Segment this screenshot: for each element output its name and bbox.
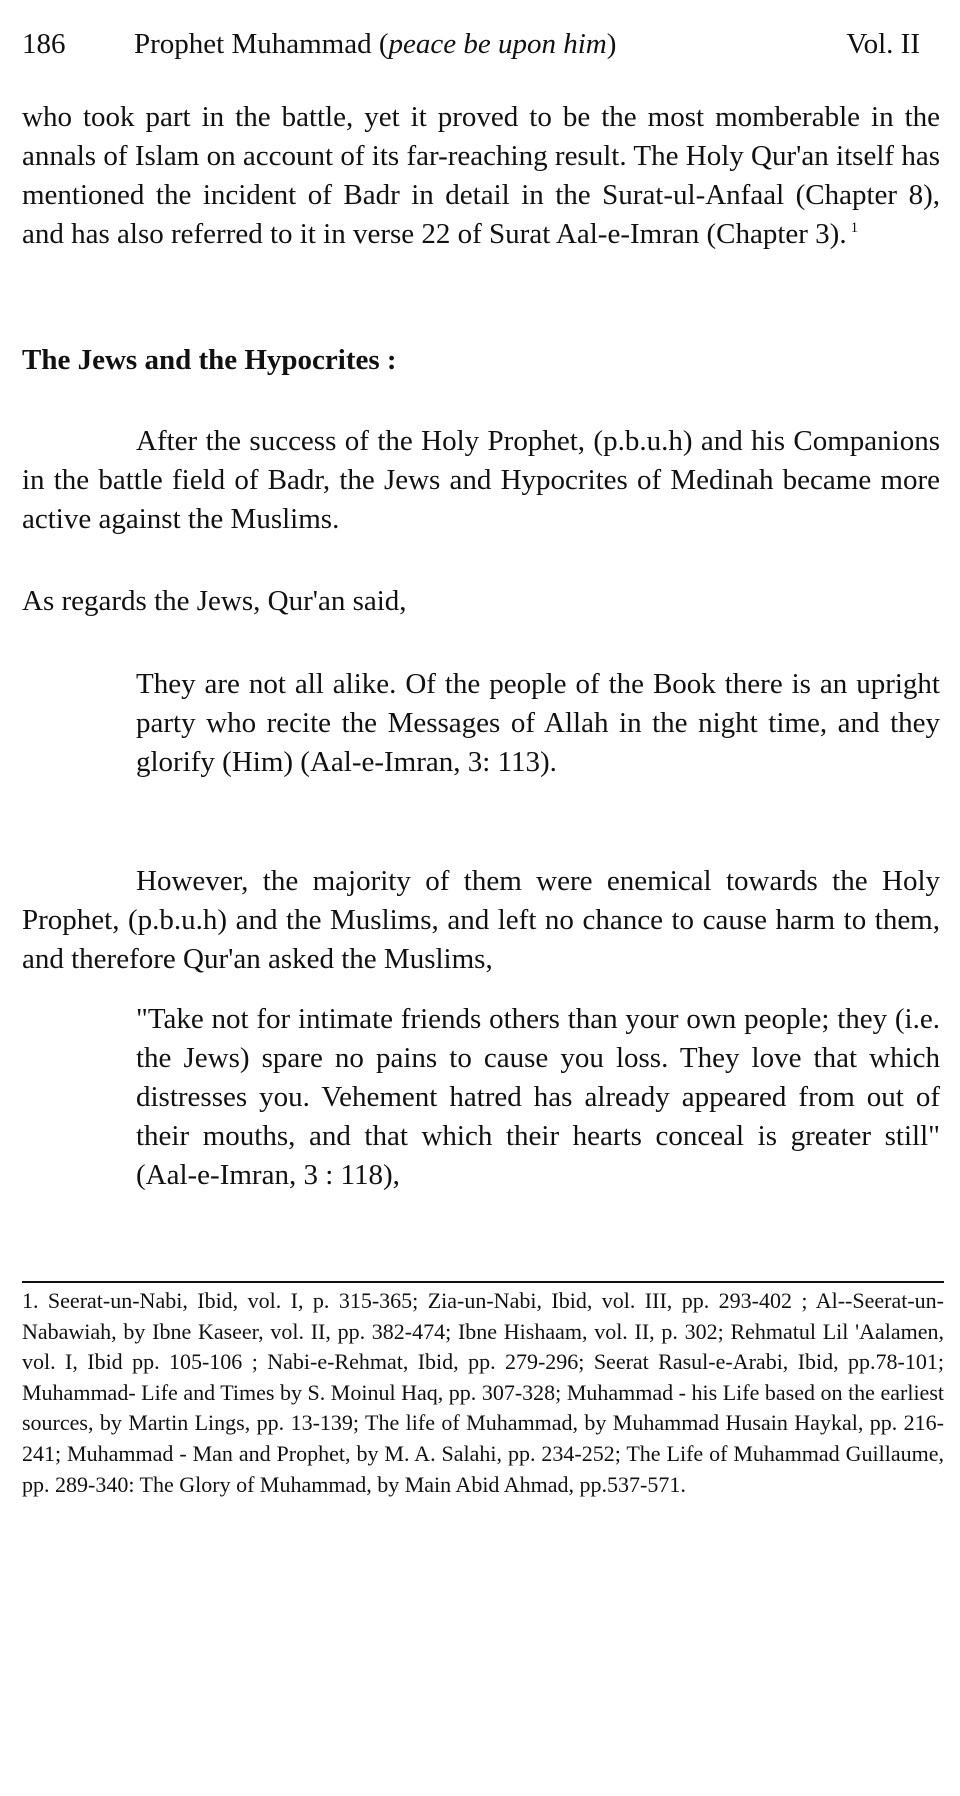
paragraph-badr-text: who took part in the battle, yet it proved to be the most momberable in the annals of Islam on account of its far-reaching result. The Holy Qur'an itself has mentioned the incident of Badr in detail in the Surat-ul-Anfaal (Chapter 8), and has also referred to it in verse 22 of Surat Aal-e-Imran (Chapter 3). [22, 101, 940, 250]
paragraph-jews-intro: As regards the Jews, Qur'an said, [22, 585, 407, 617]
footnote-text: 1. Seerat-un-Nabi, Ibid, vol. I, p. 315-365; Zia-un-Nabi, Ibid, vol. III, pp. 293-402 ; Al--Seerat-un-Nabawiah, by Ibne Kaseer, vol. II, pp. 382-474; Ibne Hishaam, vol. II, p. 302; Rehmatul Lil 'Aalamen, vol. I, Ibid pp. 105-106 ; Nabi-e-Rehmat, Ibid, pp. 279-296; Seerat Rasul-e-Arabi, Ibid, pp.78-101; Muhammad- Life and Times by S. Moinul Haq, pp. 307-328; Muhammad - his Life based on the earliest sources, by Martin Lings, pp. 13-139; The life of Muhammad, by Muhammad Husain Haykal, pp. 216-241; Muhammad - Man and Prophet, by M. A. Salahi, pp. 234-252; The Life of Muhammad Guillaume, pp. 289-340: The Glory of Muhammad, by Main Abid Ahmad, pp.537-571. [22, 1288, 944, 1497]
paragraph-majority: However, the majority of them were enemical towards the Holy Prophet, (p.b.u.h) and the Muslims, and left no chance to cause harm to them, and therefore Qur'an asked the Muslims, [22, 865, 940, 975]
quote-aal-e-imran-118: "Take not for intimate friends others than your own people; they (i.e. the Jews) spare no pains to cause you loss. They love that which distresses you. Vehement hatred has already appeared from out of their mouths, and that which their hearts conceal is greater still" (Aal-e-Imran, 3 : 118), [136, 1003, 940, 1191]
paragraph-success: After the success of the Holy Prophet, (p.b.u.h) and his Companions in the battle field of Badr, the Jews and Hypocrites of Medinah became more active against the Muslims. [22, 425, 940, 535]
section-heading: The Jews and the Hypocrites : [22, 344, 397, 376]
page-number: 186 [22, 28, 66, 60]
footnote-ref: 1 [850, 220, 859, 237]
running-header [22, 22, 938, 66]
book-title-italic: peace be upon him [388, 28, 607, 60]
volume-label: Vol. II [846, 28, 920, 60]
paragraph-badr [22, 98, 940, 254]
quote-aal-e-imran-113: They are not all alike. Of the people of the Book there is an upright party who recite the Messages of Allah in the night time, and they glorify (Him) (Aal-e-Imran, 3: 113). [136, 668, 940, 778]
book-title [134, 22, 616, 66]
book-title-main: Prophet Muhammad ( [134, 28, 389, 60]
footnote-divider [22, 1281, 944, 1283]
book-title-close: ) [606, 28, 617, 60]
